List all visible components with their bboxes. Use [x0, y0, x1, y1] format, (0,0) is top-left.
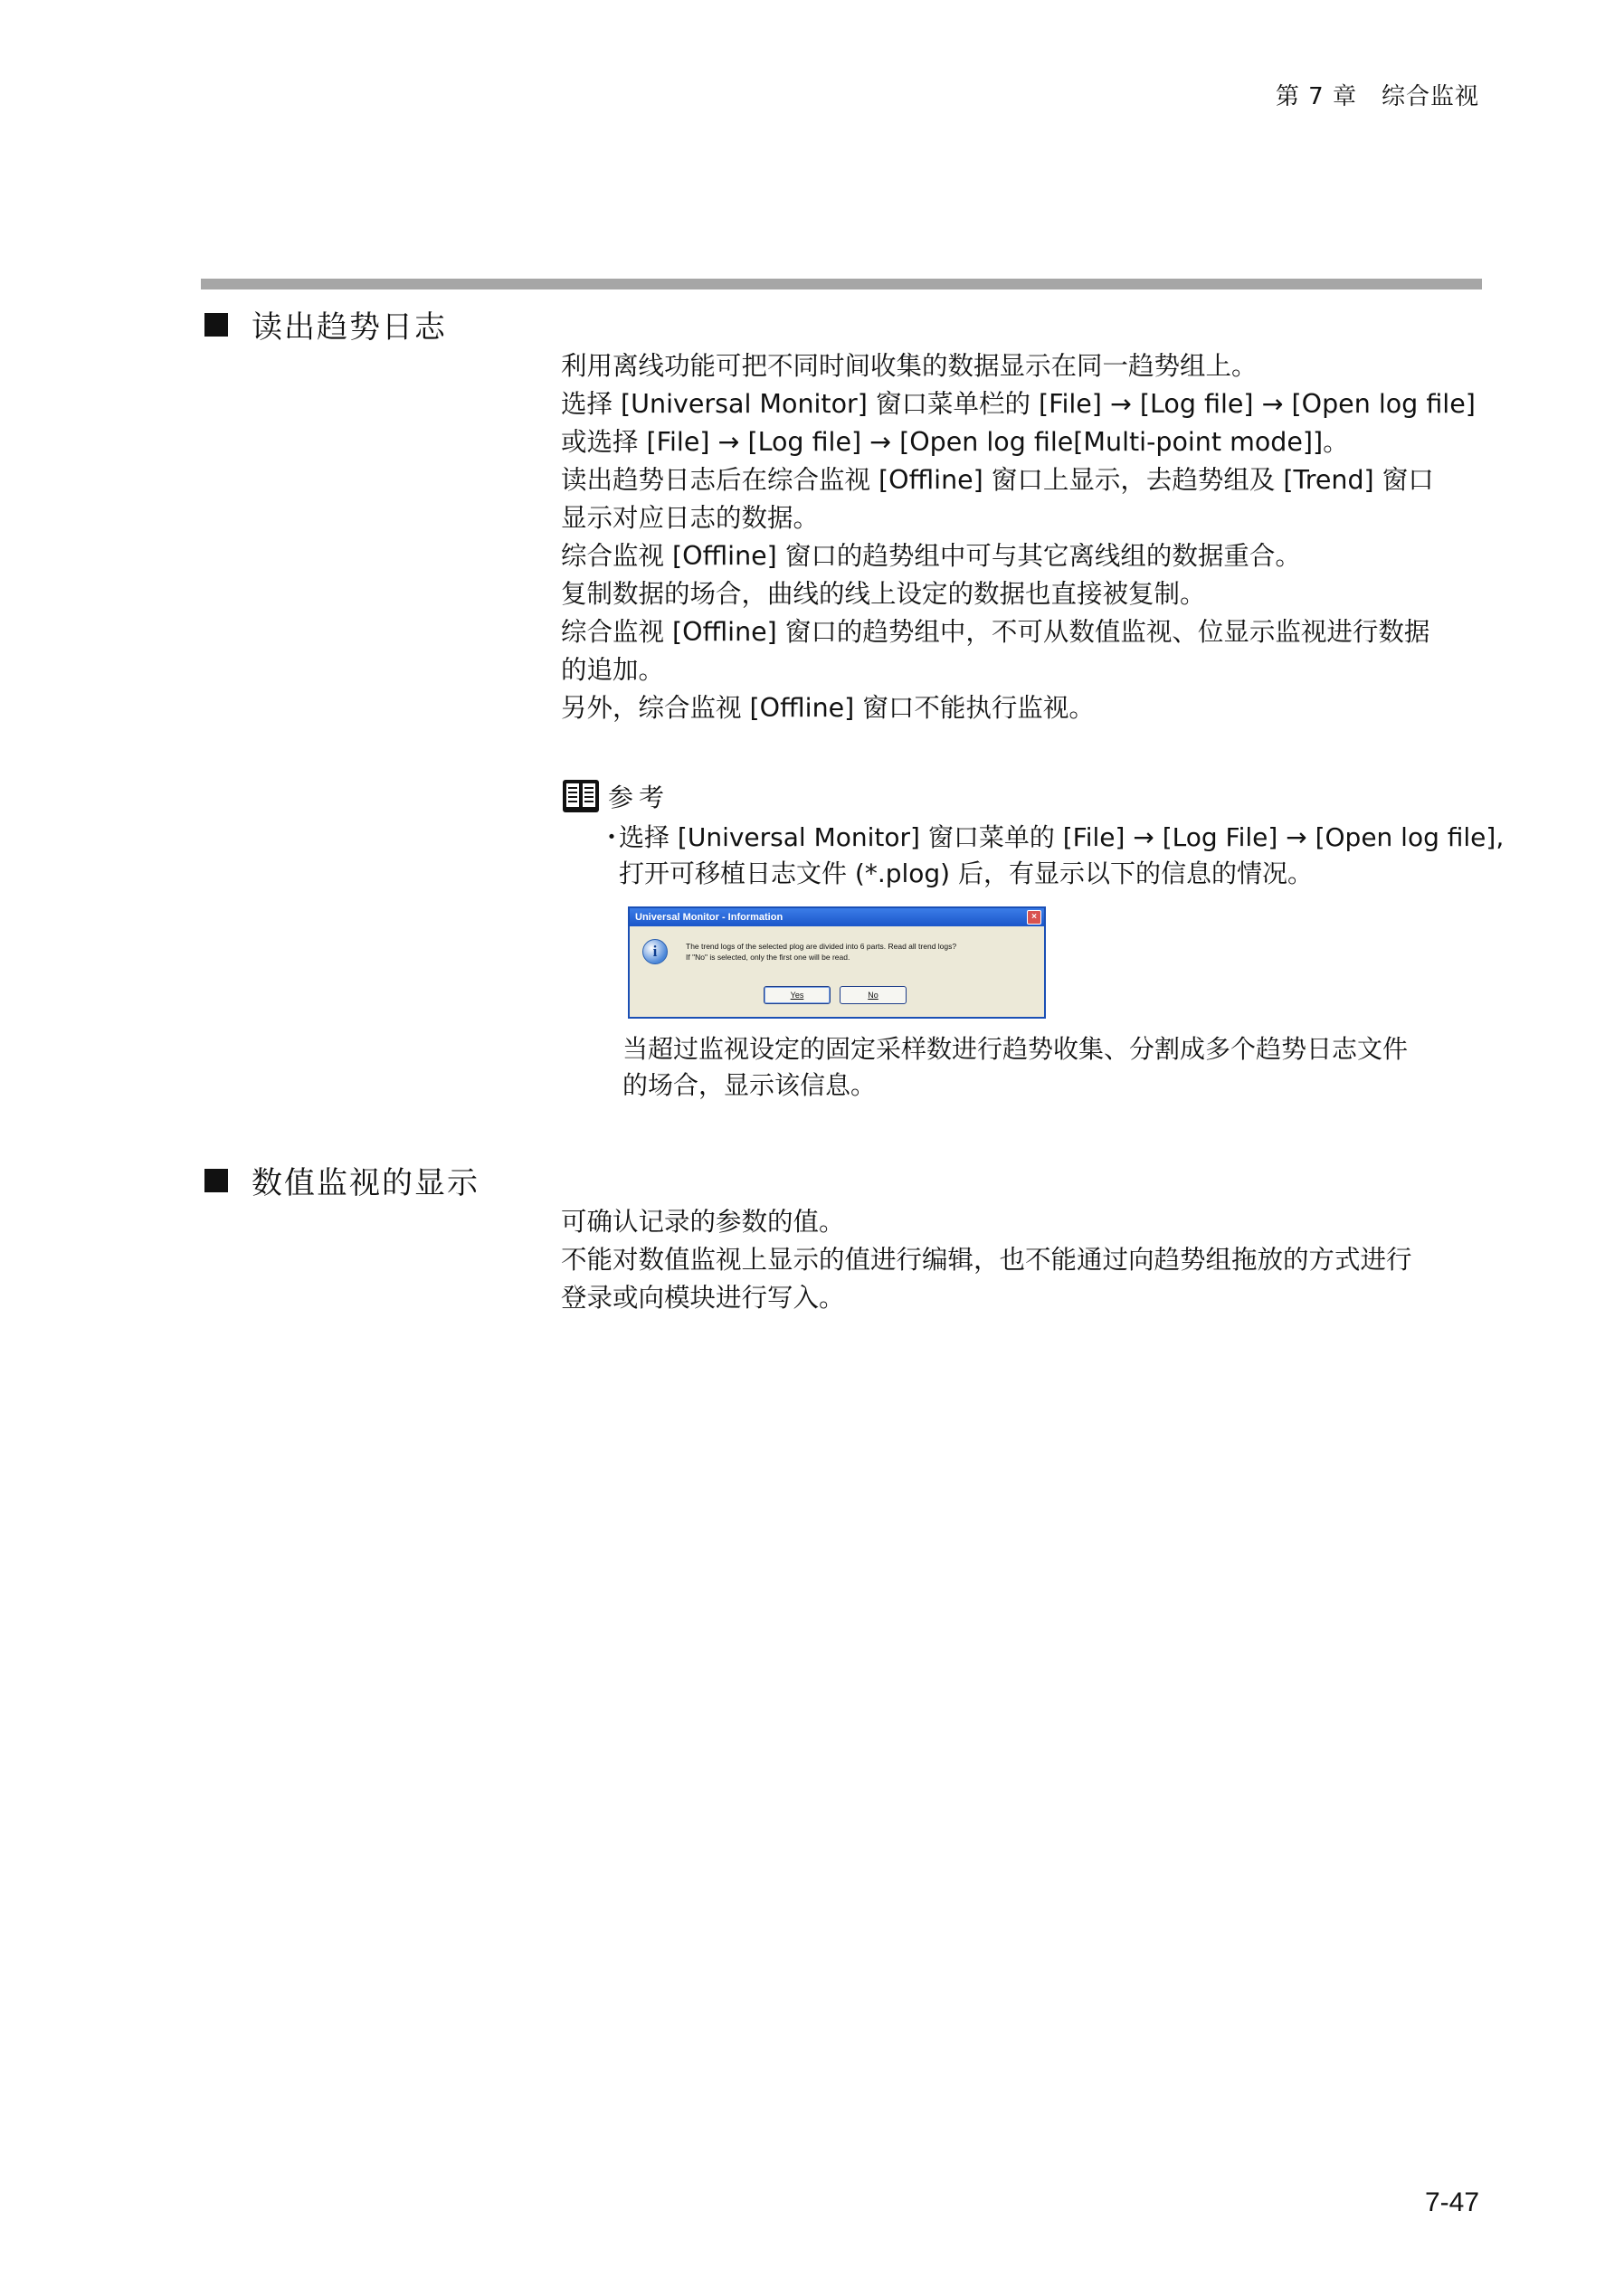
reference-note: [622, 1031, 1491, 1104]
paragraph-line: 综合监视 [Offline] 窗口的趋势组中，不可从数值监视、位显示监视进行数据: [561, 617, 1430, 647]
reference-label: 参考: [608, 783, 670, 812]
bullet-square-icon: [204, 1169, 228, 1192]
reference-line: 打开可移植日志文件 (*.plog) 后，有显示以下的信息的情况。: [619, 859, 1314, 888]
page-number: 7-47: [1424, 2187, 1479, 2217]
paragraph-line: 复制数据的场合，曲线的线上设定的数据也直接被复制。: [561, 579, 1206, 609]
dialog-message-line: If "No" is selected, only the first one will be read.: [686, 953, 850, 962]
section-heading-text: 读出趋势日志: [252, 309, 447, 346]
section-heading-text: 数值监视的显示: [252, 1165, 480, 1201]
note-line: 当超过监视设定的固定采样数进行趋势收集、分割成多个趋势日志文件: [622, 1034, 1409, 1064]
chapter-header: 第 7 章 综合监视: [1275, 83, 1479, 110]
dialog-title: Universal Monitor - Information: [635, 912, 784, 923]
section-divider: [201, 279, 1482, 289]
reference-bullet: [599, 820, 1505, 892]
paragraph-line: 另外，综合监视 [Offline] 窗口不能执行监视。: [561, 693, 1095, 723]
bullet-dot: ・: [599, 822, 625, 852]
dialog-message: [686, 941, 956, 963]
paragraph-line: 选择 [Universal Monitor] 窗口菜单栏的 [File] → [Log file] → [Open log file]: [561, 389, 1476, 419]
close-icon[interactable]: ×: [1027, 910, 1041, 925]
dialog-titlebar: [630, 908, 1044, 926]
information-dialog: [628, 906, 1046, 1019]
paragraph-line: 不能对数值监视上显示的值进行编辑，也不能通过向趋势组拖放的方式进行: [561, 1245, 1412, 1275]
no-button[interactable]: No: [840, 986, 907, 1004]
section-heading-trend-log: [204, 302, 447, 346]
info-icon: i: [642, 939, 668, 964]
reference-heading: [561, 776, 670, 816]
paragraph-line: 的追加。: [561, 655, 665, 685]
paragraph-line: 可确认记录的参数的值。: [561, 1207, 845, 1237]
paragraph-line: 或选择 [File] → [Log file] → [Open log file[Multi-point mode]]。: [561, 427, 1349, 457]
paragraph-line: 综合监视 [Offline] 窗口的趋势组中可与其它离线组的数据重合。: [561, 541, 1301, 571]
book-icon: [561, 776, 601, 816]
section1-body: [561, 347, 1484, 727]
section-heading-numeric-monitor: [204, 1158, 480, 1202]
paragraph-line: 显示对应日志的数据。: [561, 503, 820, 533]
paragraph-line: 利用离线功能可把不同时间收集的数据显示在同一趋势组上。: [561, 351, 1258, 381]
paragraph-line: 读出趋势日志后在综合监视 [Offline] 窗口上显示，去趋势组及 [Trend] 窗口: [561, 465, 1434, 495]
note-line: 的场合，显示该信息。: [622, 1070, 877, 1100]
reference-line: 选择 [Universal Monitor] 窗口菜单的 [File] → [Log File] → [Open log file],: [619, 822, 1505, 852]
paragraph-line: 登录或向模块进行写入。: [561, 1283, 845, 1313]
section2-body: [561, 1203, 1484, 1317]
dialog-message-line: The trend logs of the selected plog are divided into 6 parts. Read all trend logs?: [686, 942, 957, 951]
bullet-square-icon: [204, 313, 228, 337]
yes-button[interactable]: Yes: [764, 986, 831, 1004]
